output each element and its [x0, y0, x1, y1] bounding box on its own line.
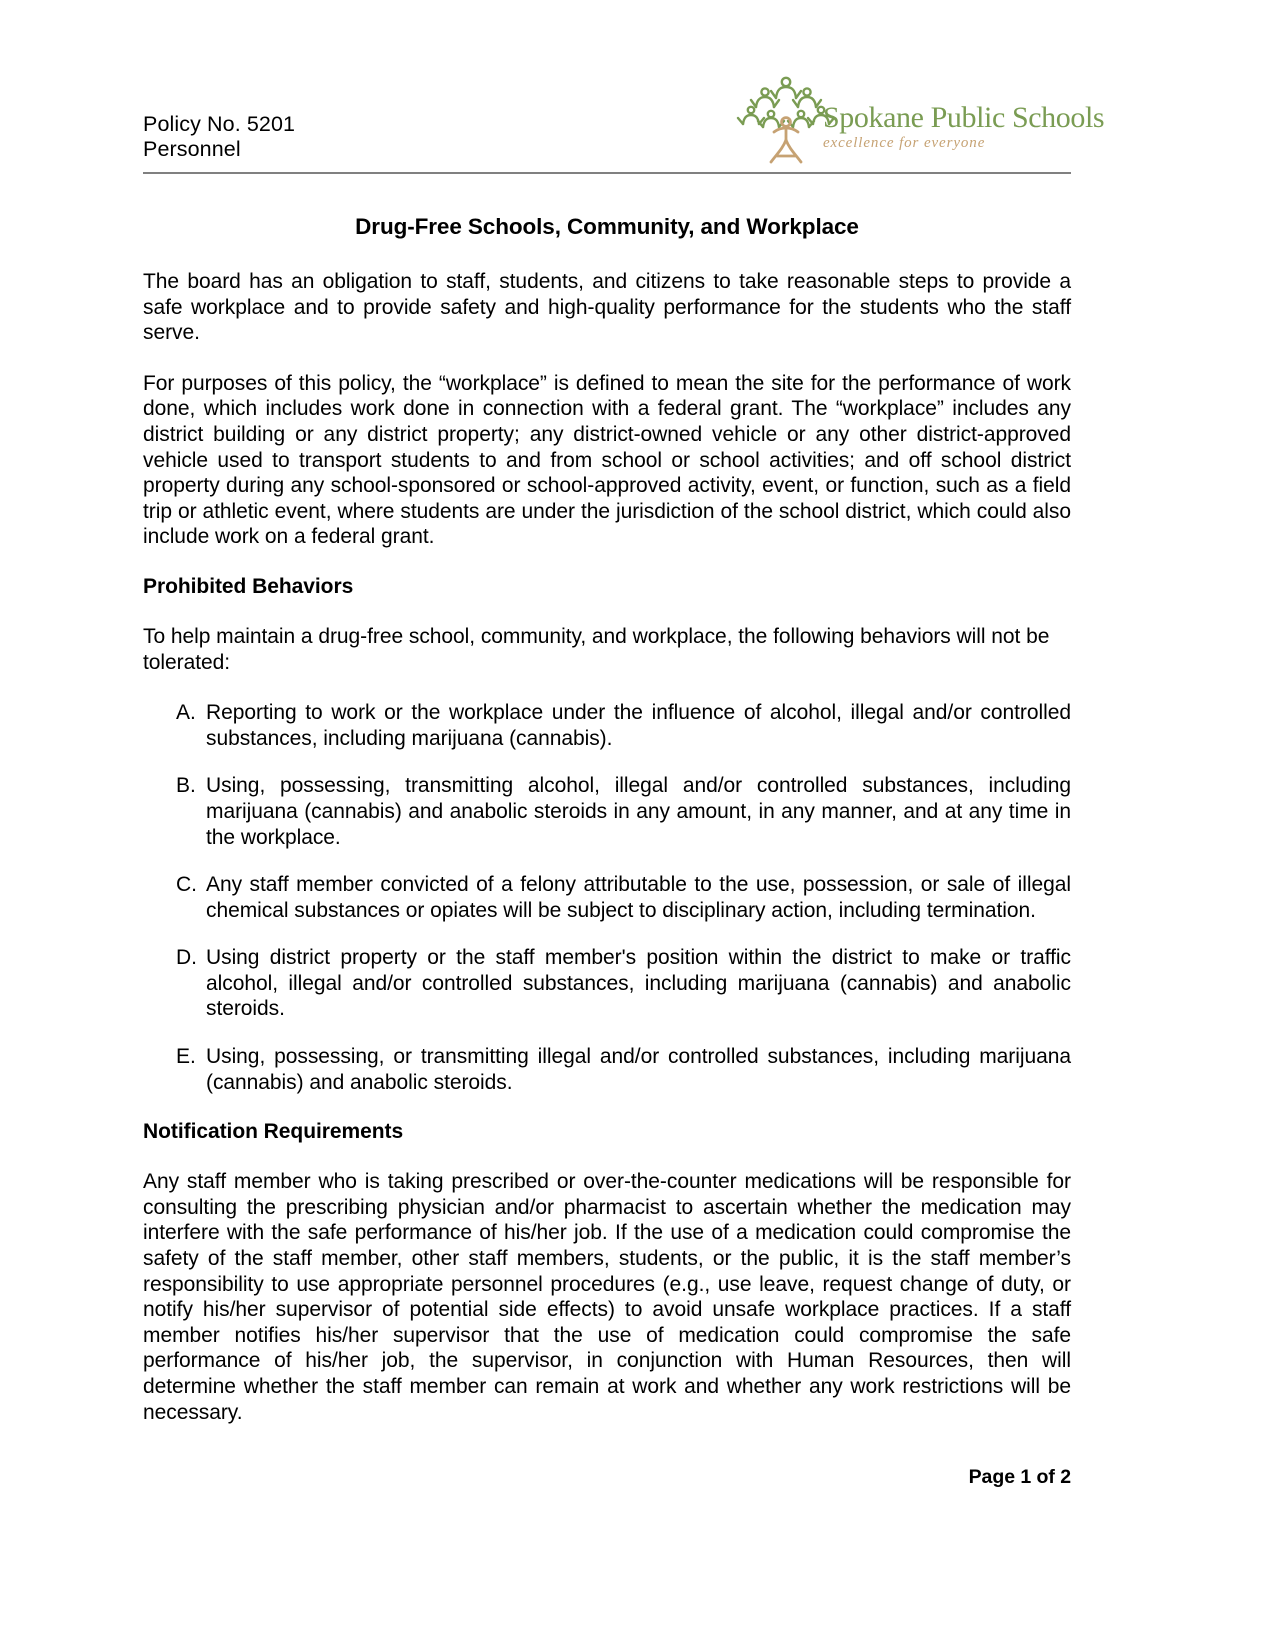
list-item-text: Using, possessing, transmitting alcohol, illegal and/or controlled substances, including marijuana (cannabis) and anabolic steroids in any amount, in any manner, and at any time in the workplace.	[206, 774, 1071, 849]
list-item	[143, 773, 1071, 850]
list-item-text: Using, possessing, or transmitting illegal and/or controlled substances, including marijuana (cannabis) and anabolic steroids.	[206, 1045, 1071, 1094]
logo-wordmark	[823, 101, 1105, 152]
list-item-marker: A.	[176, 701, 196, 725]
list-item-text: Any staff member convicted of a felony attributable to the use, possession, or sale of illegal chemical substances or opiates will be subject to disciplinary action, including termination.	[206, 873, 1071, 922]
list-item-marker: C.	[176, 873, 197, 897]
logo-tagline: excellence for everyone	[823, 135, 986, 151]
spacer	[143, 1095, 1071, 1120]
spacer	[143, 675, 1071, 700]
spacer	[143, 1144, 1071, 1169]
list-item	[143, 945, 1071, 1022]
list-item	[143, 872, 1071, 923]
header-divider	[143, 172, 1071, 174]
spacer	[143, 346, 1071, 371]
policy-identification	[143, 112, 295, 162]
workplace-definition-paragraph: For purposes of this policy, the “workplace” is defined to mean the site for the performance of work done, which includes work done in connection with a federal grant. The “workplace” includes any district building or any district property; any district-owned vehicle or any other district-approved vehicle used to transport students to and from school or school activities; and off school district property during any school-sponsored or school-approved activity, event, or function, such as a field trip or athletic event, where students are under the jurisdiction of the school district, which could also include work on a federal grant.	[143, 371, 1071, 549]
logo-title: Spokane Public Schools	[823, 101, 1105, 134]
list-item-text: Reporting to work or the workplace under the influence of alcohol, illegal and/or controlled substances, including marijuana (cannabis).	[206, 701, 1071, 750]
list-item-marker: D.	[176, 946, 197, 970]
spacer	[143, 599, 1071, 624]
prohibited-behaviors-list	[143, 700, 1071, 1095]
document-body	[143, 200, 1071, 1425]
policy-category: Personnel	[143, 137, 241, 161]
list-item	[143, 700, 1071, 751]
page-footer	[143, 1466, 1071, 1489]
spacer	[143, 550, 1071, 575]
section-heading-notification-requirements: Notification Requirements	[143, 1120, 404, 1144]
notification-requirements-paragraph: Any staff member who is taking prescribed or over-the-counter medications will be responsible for consulting the prescribing physician and/or pharmacist to ascertain whether the medication may interfere with the safe performance of his/her job. If the use of a medication could compromise the safety of the staff member, other staff members, students, or the public, it is the staff member’s responsibility to use appropriate personnel procedures (e.g., use leave, request change of duty, or notify his/her supervisor of potential side effects) to avoid unsafe workplace practices. If a staff member notifies his/her supervisor that the use of medication could compromise the safe performance of his/her job, the supervisor, in conjunction with Human Resources, then will determine whether the staff member can remain at work and whether any work restrictions will be necessary.	[143, 1170, 1071, 1424]
prohibited-behaviors-lead-in: To help maintain a drug-free school, community, and workplace, the following behaviors will not be tolerated:	[143, 624, 1050, 674]
page-number-label: Page 1 of 2	[968, 1466, 1071, 1488]
policy-number: Policy No. 5201	[143, 112, 296, 136]
list-item-marker: B.	[176, 774, 196, 798]
page-title: Drug-Free Schools, Community, and Workplace	[355, 214, 859, 239]
list-item	[143, 1044, 1071, 1095]
list-item-marker: E.	[176, 1045, 196, 1069]
spokane-public-schools-logo	[723, 72, 1105, 164]
section-heading-prohibited-behaviors: Prohibited Behaviors	[143, 574, 354, 598]
spacer	[143, 240, 1071, 269]
intro-paragraph: The board has an obligation to staff, students, and citizens to take reasonable steps to provide a safe workplace and to provide safety and high-quality performance for the students who the staff serve.	[143, 270, 1071, 345]
list-item-text: Using district property or the staff member's position within the district to make or traffic alcohol, illegal and/or controlled substances, including marijuana (cannabis) and anabolic steroids.	[206, 946, 1071, 1021]
